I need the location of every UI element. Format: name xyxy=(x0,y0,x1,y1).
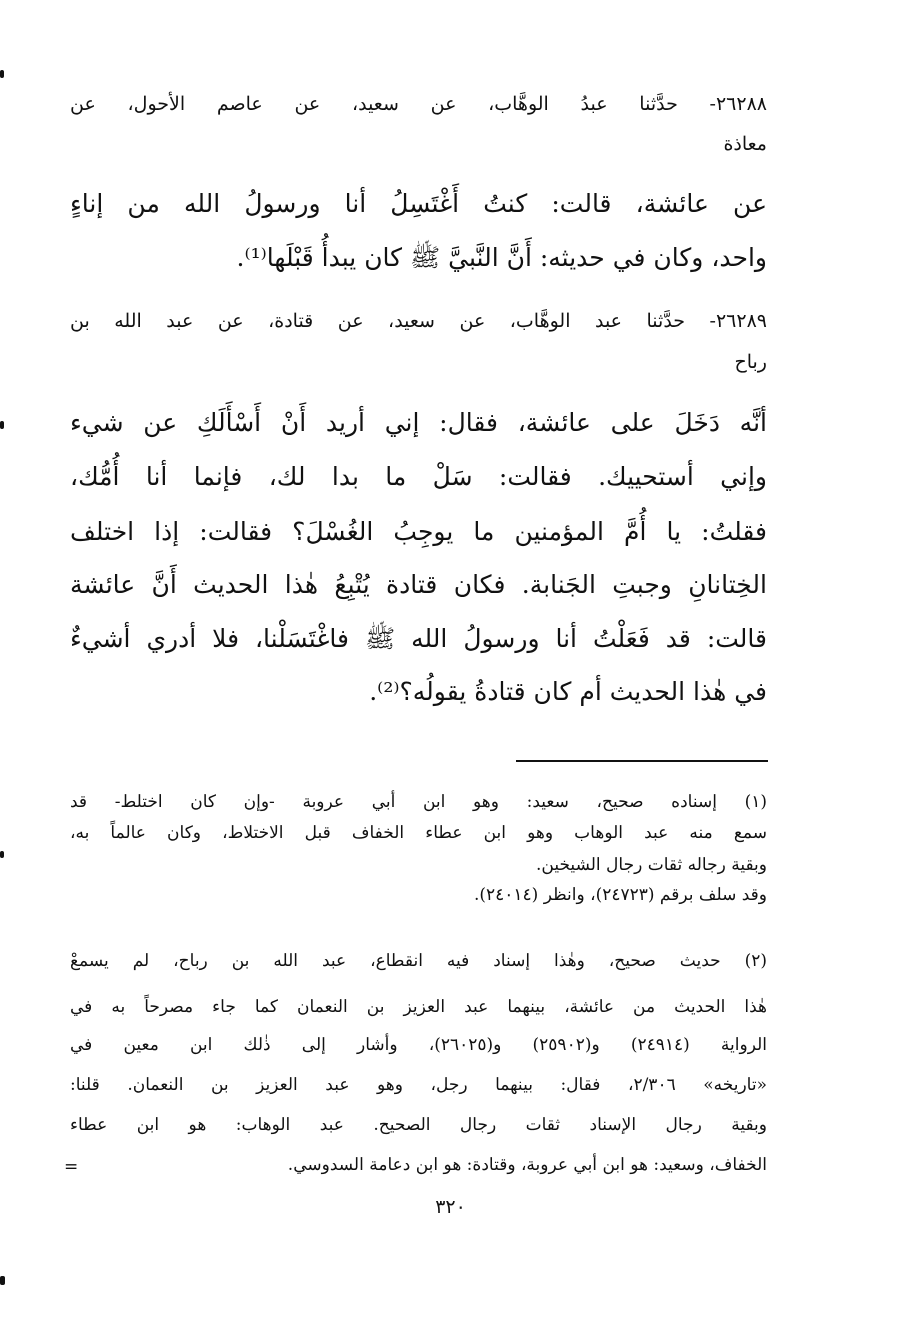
hadith-26289-text-line-2: وإني أستحييك. فقالت: سَلْ ما بدا لك، فإنما أنا أُمُّك، xyxy=(70,462,767,491)
footnote-1-line-2: سمع منه عبد الوهاب وهو ابن عطاء الخفاف قبل الاختلاط، وكان عالماً به، xyxy=(70,823,767,843)
page-number: ٣٢٠ xyxy=(435,1196,466,1218)
footnote-2-line-1: (٢) حديث صحيح، وهٰذا إسناد فيه انقطاع، عبد الله بن رباح، لم يسمعْ xyxy=(70,951,767,971)
hadith-26289-text-line-5: قالت: قد فَعَلْتُ أنا ورسولُ الله ﷺ فاغْتَسَلْنا، فلا أدري أشيءٌ xyxy=(70,624,767,653)
footnote-separator xyxy=(516,760,768,762)
hadith-26288-chain-line-2: معاذة xyxy=(723,133,767,155)
footnote-1-line-4: وقد سلف برقم (٢٤٧٢٣)، وانظر (٢٤٠١٤). xyxy=(473,885,767,905)
margin-mark-top xyxy=(0,70,4,78)
hadith-26289-text-line-1: أنَّه دَخَلَ على عائشة، فقال: إني أريد أَنْ أَسْأَلَكِ عن شيء xyxy=(70,408,767,437)
hadith-26288-text-line-2: واحد، وكان في حديثه: أَنَّ النَّبيَّ ﷺ كان يبدأُ قَبْلَها⁽¹⁾. xyxy=(236,243,767,272)
footnote-2-line-3: الرواية (٢٤٩١٤) و(٢٥٩٠٢) و(٢٦٠٢٥)، وأشار إلى ذٰلك ابن معين في xyxy=(70,1035,767,1055)
hadith-26289-text-line-4: الخِتانانِ وجبتِ الجَنابة. فكان قتادة يُتْبِعُ هٰذا الحديث أَنَّ عائشة xyxy=(70,570,767,599)
margin-mark-left-2 xyxy=(0,851,4,858)
footnote-1-line-3: وبقية رجاله ثقات رجال الشيخين. xyxy=(535,855,767,875)
footnote-1-line-1: (١) إسناده صحيح، سعيد: وهو ابن أبي عروبة -وإن كان اختلط- قد xyxy=(70,792,767,812)
footnote-2-line-2: هٰذا الحديث من عائشة، بينهما عبد العزيز بن النعمان كما جاء مصرحاً به في xyxy=(70,997,767,1017)
hadith-26289-text-line-6: في هٰذا الحديث أم كان قتادةُ يقولُه؟⁽²⁾. xyxy=(369,677,767,706)
hadith-26289-chain-line-2: رباح xyxy=(734,351,767,373)
footnote-2-line-6: الخفاف، وسعيد: هو ابن أبي عروبة، وقتادة: هو ابن دعامة السدوسي. xyxy=(287,1155,767,1175)
hadith-26288-chain-line-1: ٢٦٢٨٨- حدَّثنا عبدُ الوهَّاب، عن سعيد، عن عاصم الأحول، عن xyxy=(70,93,767,115)
hadith-26288-text-line-1: عن عائشة، قالت: كنتُ أَغْتَسِلُ أنا ورسولُ الله من إناءٍ xyxy=(70,189,767,218)
hadith-26289-chain-line-1: ٢٦٢٨٩- حدَّثنا عبد الوهَّاب، عن سعيد، عن قتادة، عن عبد الله بن xyxy=(70,310,767,332)
margin-mark-left-1 xyxy=(0,421,4,429)
margin-mark-bottom xyxy=(0,1276,5,1285)
footnote-continuation-mark: = xyxy=(64,1157,79,1177)
hadith-26289-text-line-3: فقلتُ: يا أُمَّ المؤمنين ما يوجِبُ الغُسْلَ؟ فقالت: إذا اختلف xyxy=(70,517,767,546)
footnote-2-line-5: وبقية رجال الإسناد ثقات رجال الصحيح. عبد الوهاب: هو ابن عطاء xyxy=(70,1115,767,1135)
footnote-2-line-4: «تاريخه» ٢/٣٠٦، فقال: بينهما رجل، وهو عبد العزيز بن النعمان. قلنا: xyxy=(70,1075,767,1095)
